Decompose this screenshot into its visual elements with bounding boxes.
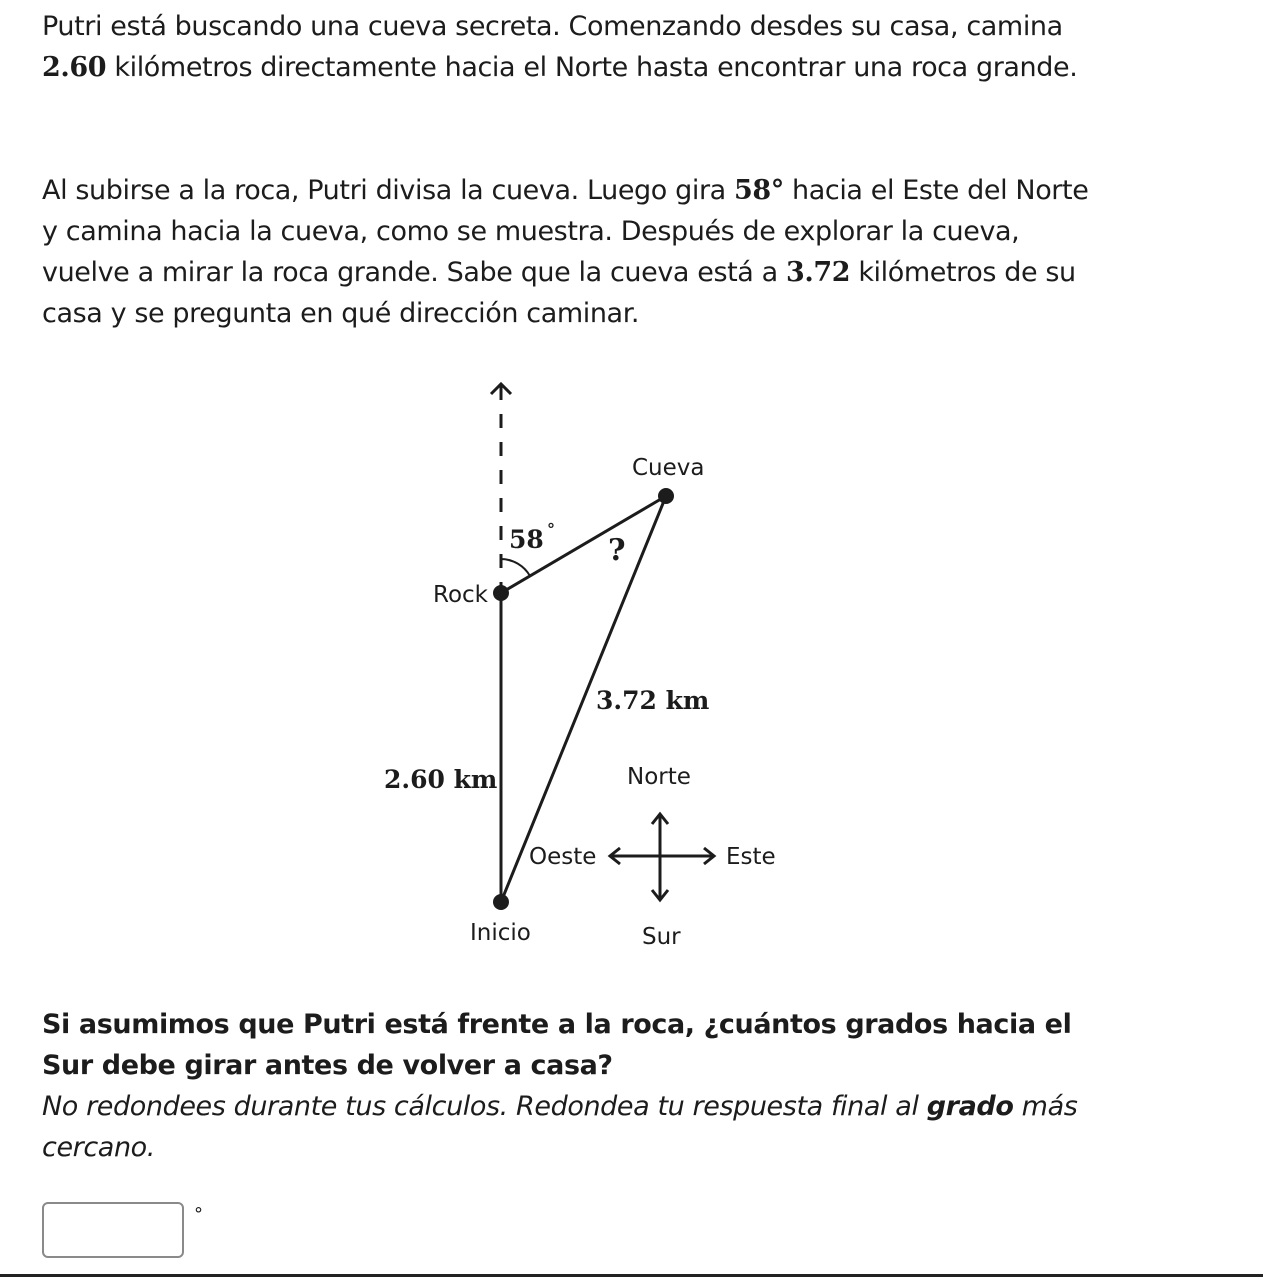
distance-north-value: 2.60 bbox=[42, 52, 107, 83]
compass-south-label: Sur bbox=[642, 924, 681, 950]
rock-point bbox=[493, 585, 509, 601]
instruction-part: más cercano. bbox=[42, 1091, 1078, 1163]
triangle-diagram bbox=[0, 360, 1263, 980]
degree-unit-label: ° bbox=[194, 1204, 203, 1225]
angle-degree-mark: ° bbox=[547, 520, 555, 539]
angle-arc bbox=[501, 559, 530, 576]
compass-rose bbox=[529, 764, 776, 950]
angle-label: 58 bbox=[509, 525, 544, 554]
answer-input[interactable] bbox=[42, 1202, 184, 1258]
unknown-angle-label: ? bbox=[608, 533, 626, 568]
compass-west-label: Oeste bbox=[529, 844, 597, 870]
turn-angle-value: 58° bbox=[733, 175, 784, 206]
instruction-emphasis: grado bbox=[926, 1091, 1014, 1122]
side-cave-length-label: 3.72 km bbox=[596, 686, 710, 715]
question-text: Si asumimos que Putri está frente a la roca, ¿cuántos grados hacia el Sur debe girar antes de volver a casa? bbox=[42, 1009, 1072, 1081]
instruction-text bbox=[42, 1086, 1102, 1168]
compass-north-label: Norte bbox=[627, 764, 691, 790]
problem-text: Al subirse a la roca, Putri divisa la cueva. Luego gira bbox=[42, 175, 734, 206]
distance-cave-value: 3.72 bbox=[785, 257, 851, 288]
start-point bbox=[493, 894, 509, 910]
cave-label: Cueva bbox=[632, 455, 705, 481]
compass-east-label: Este bbox=[726, 844, 776, 870]
problem-text: kilómetros directamente hacia el Norte hasta encontrar una roca grande. bbox=[106, 52, 1078, 83]
cave-point bbox=[658, 488, 674, 504]
problem-paragraph-2 bbox=[42, 170, 1102, 334]
bottom-divider bbox=[0, 1274, 1263, 1277]
instruction-part: No redondees durante tus cálculos. Redondea tu respuesta final al bbox=[42, 1091, 927, 1122]
side-north-length-label: 2.60 km bbox=[384, 765, 498, 794]
problem-text: Putri está buscando una cueva secreta. Comenzando desdes su casa, camina bbox=[42, 11, 1063, 42]
rock-label: Rock bbox=[433, 582, 488, 608]
start-label: Inicio bbox=[470, 920, 531, 946]
problem-text: kilómetros de su casa y se pregunta en qué dirección caminar. bbox=[42, 257, 1076, 329]
problem-paragraph-1 bbox=[42, 6, 1102, 88]
problem-text: hacia el Este del Norte y camina hacia la cueva, como se muestra. Después de explorar la cueva, vuelve a mirar la roca grande. Sabe que la cueva está a bbox=[42, 175, 1089, 288]
